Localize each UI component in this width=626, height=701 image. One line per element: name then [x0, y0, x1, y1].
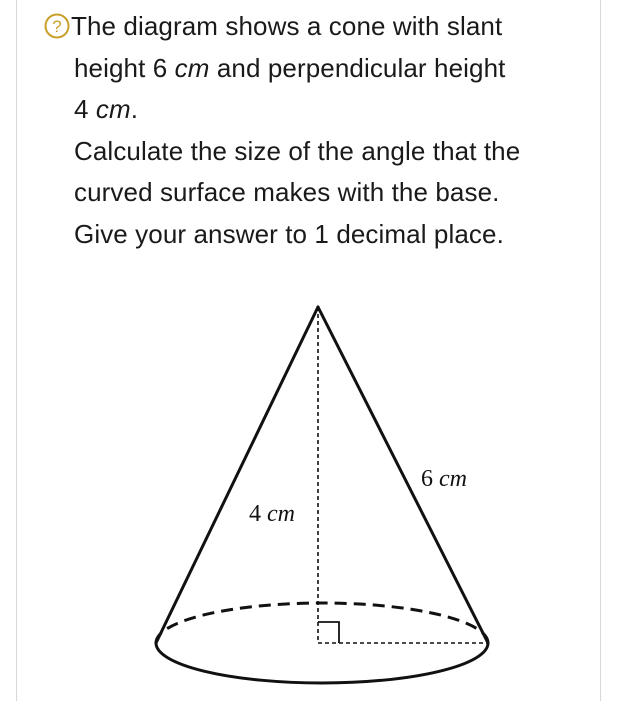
height-unit: cm	[95, 94, 131, 124]
cone-left-slant	[156, 307, 318, 643]
question-line-5: curved surface makes with the base.	[74, 177, 500, 207]
slant-unit: cm	[174, 52, 210, 83]
question-line-1	[44, 6, 594, 48]
question-line-1-text: The diagram shows a cone with slant	[71, 11, 503, 41]
question-paragraph-1	[44, 6, 594, 131]
cone-base-front	[156, 643, 488, 683]
cone-diagram	[0, 290, 626, 701]
line-3-pre: 4	[74, 94, 96, 124]
cone-base-back-dashed	[156, 603, 488, 643]
question-text	[44, 6, 594, 255]
slant-label: 6 cm	[421, 466, 467, 492]
svg-text:?: ?	[52, 17, 62, 36]
line-2-post: and perpendicular height	[209, 52, 506, 83]
question-line-6: Give your answer to 1 decimal place.	[74, 218, 504, 249]
line-3-post: .	[130, 94, 139, 124]
height-label: 4 cm	[249, 501, 295, 527]
line-2-pre: height 6	[74, 52, 175, 83]
question-line-3	[44, 89, 594, 131]
question-paragraph-3	[44, 214, 594, 256]
right-angle-marker	[318, 622, 339, 643]
question-paragraph-2	[44, 131, 594, 214]
question-line-2	[44, 48, 594, 90]
question-circle-icon	[44, 13, 70, 39]
question-line-4: Calculate the size of the angle that the	[74, 135, 521, 166]
